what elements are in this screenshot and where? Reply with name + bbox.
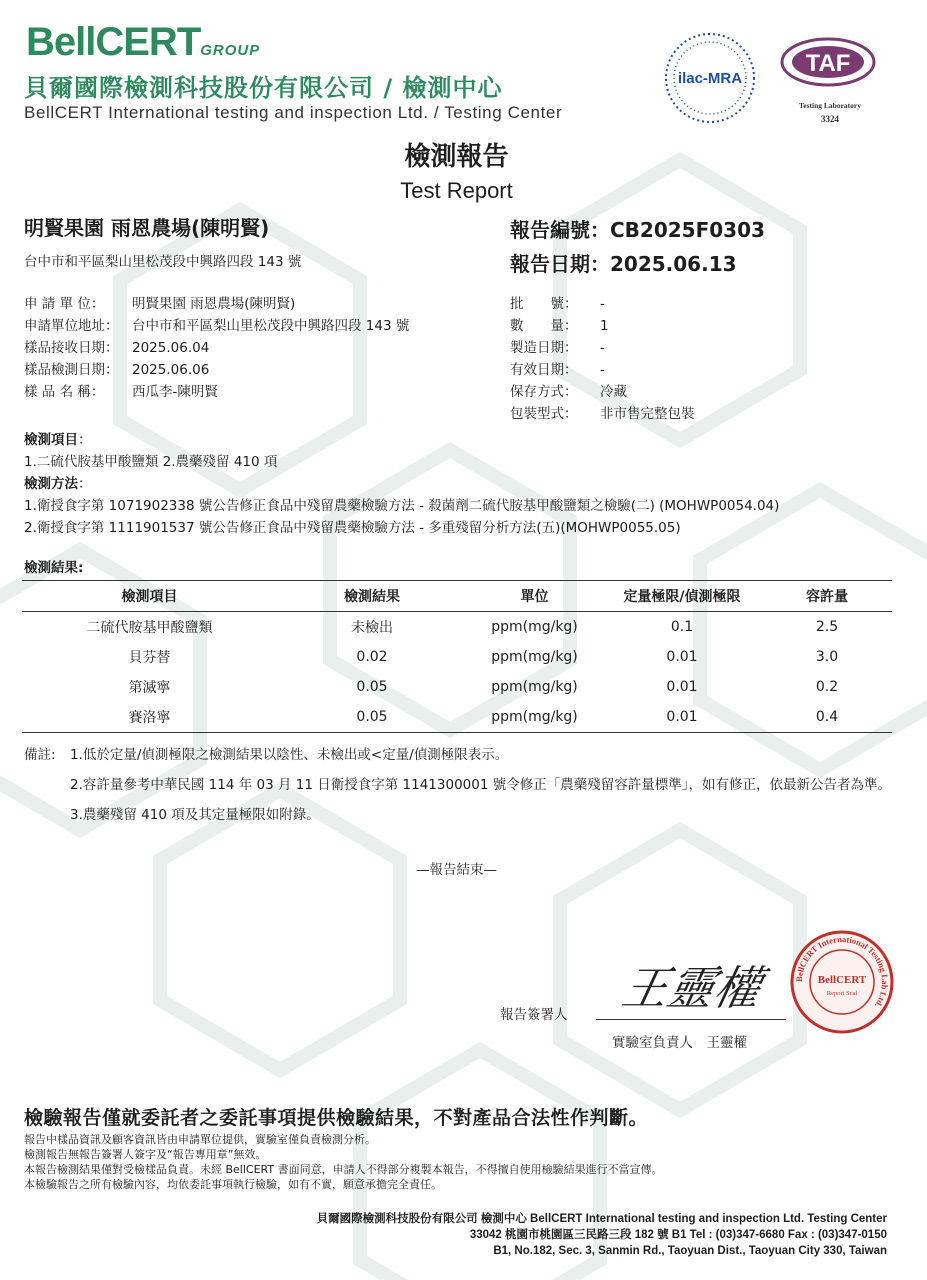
table-header-row [22, 581, 892, 612]
footer-line: B1, No.182, Sec. 3, Sanmin Rd., Taoyuan Dist., Taoyuan City 330, Taiwan [493, 1245, 887, 1257]
table-row: 貝芬替 0.02 ppm(mg/kg) 0.01 3.0 [128, 649, 839, 666]
info-row: 樣品檢測日期： 2025.06.06 [24, 362, 210, 378]
footer-contact [317, 1211, 887, 1259]
notes-label: 備註: [24, 747, 56, 763]
note-item: 2.容許量參考中華民國 114 年 03 月 11 日衛授食字第 1141300001 號令修正「農藥殘留容許量標準」，如有修正，依最新公告者為準。 [70, 777, 891, 793]
info-row: 數 量： 1 [510, 318, 609, 334]
signature-line [596, 1019, 786, 1020]
disclaimer-line: 本報告檢測結果僅對受檢樣品負責。未經 BellCERT 書面同意，申請人不得部分複製本報告，不得擅自使用檢驗結果進行不當宣傳。 [24, 1163, 663, 1176]
ilac-mra-logo [662, 30, 758, 130]
report-title-zh: 檢測報告 [404, 142, 509, 172]
company-name-en: BellCERT International testing and inspection Ltd. / Testing Center [24, 103, 563, 122]
table-row: 第滅寧 0.05 ppm(mg/kg) 0.01 0.2 [128, 679, 839, 696]
test-items-label: 檢測項目 [24, 432, 78, 448]
client-address: 台中市和平區梨山里松茂段中興路四段 143 號 [24, 254, 302, 270]
signer-name: 實驗室負責人 王靈權 [612, 1035, 747, 1051]
col-header: 檢測項目 [22, 581, 277, 612]
test-method-line: 1.衛授食字第 1071902338 號公告修正食品中殘留農藥檢驗方法 - 殺菌劑二硫代胺基甲酸鹽類之檢驗(二) (MOHWP0054.04) [24, 498, 780, 514]
note-item: 3.農藥殘留 410 項及其定量極限如附錄。 [70, 807, 320, 823]
note-item: 備註: 1.低於定量/偵測極限之檢測結果以陰性、未檢出或<定量/偵測極限表示。 [24, 740, 894, 770]
table-row: 二硫代胺基甲酸鹽類 未檢出 ppm(mg/kg) 0.1 2.5 [86, 619, 839, 636]
info-row: 包裝型式： 非市售完整包裝 [510, 406, 695, 422]
info-row: 批 號： - [510, 296, 605, 312]
test-items-section: 檢測項目： 1.二硫代胺基甲酸鹽類 2.農藥殘留 410 項 檢測方法： 1.衛授食字第 1071902338 號公告修正食品中殘留農藥檢驗方法 - 殺菌劑二硫代胺基甲酸鹽類之檢驗(二) (MOHWP0054.04) 2.衛授食字第 1111901537 號公告修正食品中殘留農藥檢驗方法 - 多重殘留分析方法(五)(MOHWP0055.05) [24, 429, 779, 539]
info-row: 製造日期： - [510, 340, 605, 356]
info-row: 保存方式： 冷藏 [510, 384, 627, 400]
results-label: 檢測結果: [24, 560, 84, 576]
company-logo [26, 20, 260, 73]
seal-sub-text: Report Seal [826, 990, 858, 997]
handwritten-signature [622, 952, 772, 1022]
info-row: 申請單位地址： 台中市和平區梨山里松茂段中興路四段 143 號 [24, 318, 410, 334]
report-number: 報告編號：CB2025F0303 [510, 218, 765, 242]
applicant-info [24, 293, 409, 403]
info-row: 有效日期： - [510, 362, 605, 378]
test-method-line: 2.衛授食字第 1111901537 號公告修正食品中殘留農藥檢驗方法 - 多重殘留分析方法(五)(MOHWP0055.05) [24, 520, 681, 536]
seal-ring-text: BellCERT International Testing Lab Ltd. [793, 933, 891, 1010]
ilac-text: ilac-MRA [677, 70, 743, 87]
taf-text: TAF [805, 50, 851, 77]
info-row: 申 請 單 位： 明賢果園 雨恩農場(陳明賢) [24, 296, 296, 312]
signer-label: 報告簽署人 [500, 1007, 568, 1023]
logo-main-text: BellCERT [26, 20, 201, 64]
taf-number: 3324 [821, 114, 839, 124]
disclaimer-line: 本檢驗報告之所有檢驗內容，均依委託事項執行檢驗，如有不實，願意承擔完全責任。 [24, 1178, 442, 1191]
test-items-text: 1.二硫代胺基甲酸鹽類 2.農藥殘留 410 項 [24, 454, 278, 470]
taf-logo [776, 36, 886, 136]
report-title-en: Test Report [400, 178, 513, 203]
disclaimer-line: 檢測報告無報告簽署人簽字及“報告專用章”無效。 [24, 1148, 267, 1161]
footer-line: 33042 桃園市桃園區三民路三段 182 號 B1 Tel : (03)347-6680 Fax : (03)347-0150 [469, 1229, 887, 1241]
seal-center-text: BellCERT [817, 974, 867, 986]
col-header: 定量極限/偵測極限 [602, 581, 762, 612]
report-date: 報告日期：2025.06.13 [510, 252, 737, 276]
col-header: 單位 [467, 581, 602, 612]
results-table [22, 580, 892, 733]
disclaimer-line: 報告中樣品資訊及顧客資訊皆由申請單位提供，實驗室僅負責檢測分析。 [24, 1133, 376, 1146]
disclaimer-heading: 檢驗報告僅就委託者之委託事項提供檢驗結果，不對產品合法性作判斷。 [24, 1107, 649, 1129]
client-name: 明賢果園 雨恩農場(陳明賢) [24, 216, 270, 240]
test-methods-label: 檢測方法 [24, 476, 78, 492]
info-row: 樣 品 名 稱： 西瓜李-陳明賢 [24, 384, 218, 400]
company-name-zh: 貝爾國際檢測科技股份有限公司 / 檢測中心 [24, 74, 503, 102]
col-header: 檢測結果 [277, 581, 467, 612]
info-row: 樣品接收日期： 2025.06.04 [24, 340, 210, 356]
report-seal [788, 928, 896, 1040]
col-header: 容許量 [762, 581, 892, 612]
signature-glyphs: 王靈權 [622, 961, 766, 1015]
disclaimer-details [24, 1132, 663, 1192]
sample-info [510, 293, 695, 425]
footer-line: 貝爾國際檢測科技股份有限公司 檢測中心 BellCERT International testing and inspection Ltd. Testing Center [316, 1213, 887, 1225]
table-row: 賽洛寧 0.05 ppm(mg/kg) 0.01 0.4 [22, 702, 892, 733]
report-end-marker: —報告結束— [416, 862, 497, 878]
logo-group-text: GROUP [200, 42, 261, 59]
notes-section [24, 740, 894, 830]
taf-subtitle: Testing Laboratory [798, 101, 862, 110]
